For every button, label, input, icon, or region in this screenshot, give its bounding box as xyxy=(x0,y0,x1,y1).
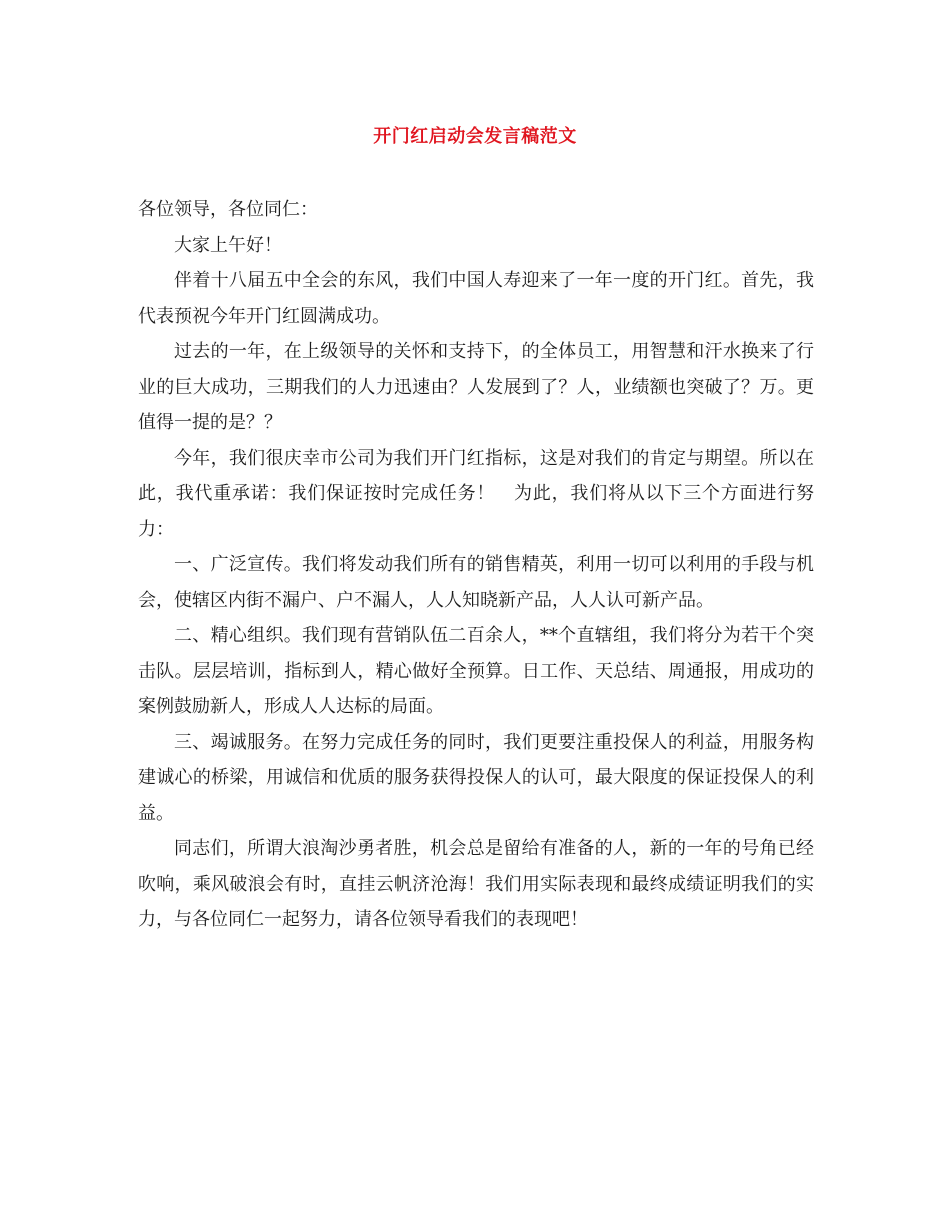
salutation: 各位领导，各位同仁： xyxy=(138,199,318,220)
document-body xyxy=(138,192,814,938)
paragraph-greeting: 大家上午好！ xyxy=(174,234,282,256)
paragraph-opening: 伴着十八届五中全会的东风，我们中国人寿迎来了一年一度的开门红。首先，我代表预祝今年开门红圆满成功。 xyxy=(138,270,814,327)
paragraph-closing: 同志们，所谓大浪淘沙勇者胜，机会总是留给有准备的人，新的一年的号角已经吹响，乘风破浪会有时，直挂云帆济沧海！我们用实际表现和最终成绩证明我们的实力，与各位同仁一起努力，请各位领导看我们的表现吧！ xyxy=(138,838,814,930)
paragraph-commitment: 今年，我们很庆幸市公司为我们开门红指标，这是对我们的肯定与期望。所以在此，我代重承诺：我们保证按时完成任务！ 为此，我们将从以下三个方面进行努力： xyxy=(138,447,814,540)
paragraph-point-one: 一、广泛宣传。我们将发动我们所有的销售精英，利用一切可以利用的手段与机会，使辖区内街不漏户、户不漏人，人人知晓新产品，人人认可新产品。 xyxy=(138,554,814,611)
paragraph-review: 过去的一年，在上级领导的关怀和支持下，的全体员工，用智慧和汗水换来了行业的巨大成功，三期我们的人力迅速由？人发展到了？人，业绩额也突破了？万。更值得一提的是？？ xyxy=(138,341,814,433)
paragraph-point-three: 三、竭诚服务。在努力完成任务的同时，我们更要注重投保人的利益，用服务构建诚心的桥梁，用诚信和优质的服务获得投保人的认可，最大限度的保证投保人的利益。 xyxy=(138,731,814,824)
document-title: 开门红启动会发言稿范文 xyxy=(373,126,577,147)
paragraph-point-two: 二、精心组织。我们现有营销队伍二百余人，**个直辖组，我们将分为若干个突击队。层层培训，指标到人，精心做好全预算。日工作、天总结、周通报，用成功的案例鼓励新人，形成人人达标的局面。 xyxy=(138,625,814,717)
